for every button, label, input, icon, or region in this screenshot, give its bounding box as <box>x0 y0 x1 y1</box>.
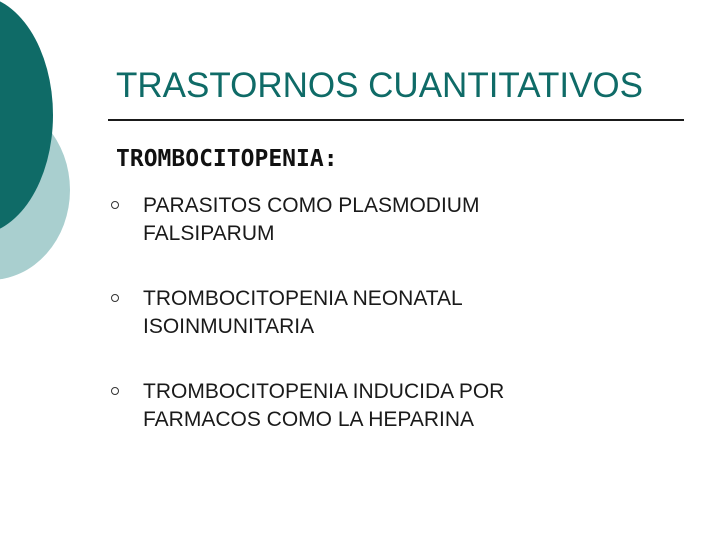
bullet-item <box>110 378 670 434</box>
bullet-list <box>110 192 670 471</box>
bullet-item <box>110 192 670 248</box>
bullet-text-line2: FARMACOS COMO LA HEPARINA <box>143 408 475 431</box>
circle-bullet-icon <box>111 387 119 395</box>
bullet-text-line2: FALSIPARUM <box>143 222 275 245</box>
bullet-text-line2: ISOINMUNITARIA <box>143 315 315 338</box>
bullet-text-line1: TROMBOCITOPENIA INDUCIDA POR <box>143 380 505 403</box>
bullet-item <box>110 285 670 341</box>
circle-bullet-icon <box>111 294 119 302</box>
bullet-text-line1: TROMBOCITOPENIA NEONATAL <box>143 287 463 310</box>
section-heading: TROMBOCITOPENIA: <box>116 146 338 172</box>
title-divider <box>108 119 684 121</box>
corner-decoration <box>0 0 80 300</box>
circle-bullet-icon <box>111 201 119 209</box>
slide-title: TRASTORNOS CUANTITATIVOS <box>116 66 643 105</box>
bullet-text-line1: PARASITOS COMO PLASMODIUM <box>143 194 480 217</box>
